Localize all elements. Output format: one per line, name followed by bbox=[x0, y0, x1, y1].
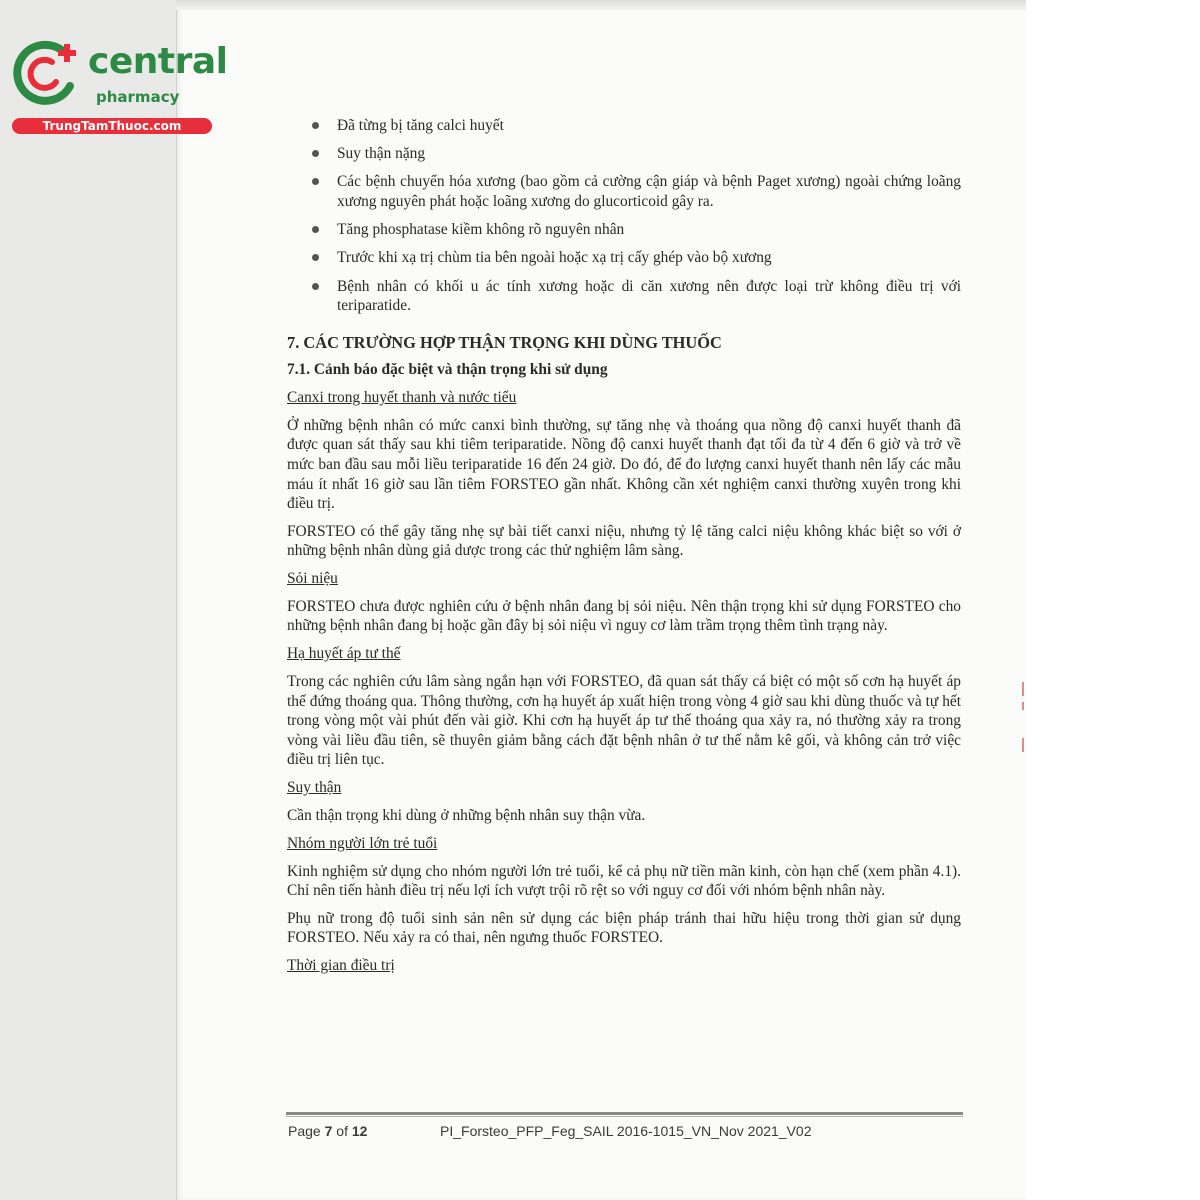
margin-mark bbox=[1022, 702, 1024, 710]
list-item: Các bệnh chuyển hóa xương (bao gồm cả cường cận giáp và bệnh Paget xương) ngoài chứng loãng xương nguyên phát hoặc loãng xương do glucorticoid gây ra. bbox=[287, 172, 961, 211]
list-item: Trước khi xạ trị chùm tia bên ngoài hoặc xạ trị cấy ghép vào bộ xương bbox=[287, 248, 961, 268]
footer-rule bbox=[286, 1112, 963, 1115]
calcium-paragraph-2: FORSTEO có thể gây tăng nhẹ sự bài tiết canxi niệu, nhưng tỷ lệ tăng calci niệu không khác biệt so với ở những bệnh nhân dùng giả dược trong các thử nghiệm lâm sàng. bbox=[287, 522, 961, 560]
urolithiasis-heading: Sỏi niệu bbox=[287, 569, 338, 587]
bullet-icon bbox=[312, 254, 319, 261]
bullet-icon bbox=[312, 178, 319, 185]
brand-name: central bbox=[88, 41, 228, 82]
footer-rule-thin bbox=[286, 1116, 963, 1117]
page-number: Page 7 of 12 bbox=[288, 1123, 368, 1139]
page-margin-right bbox=[1026, 0, 1200, 1200]
pharmacy-logo-icon bbox=[12, 38, 82, 108]
hypotension-paragraph: Trong các nghiên cứu lâm sàng ngắn hạn với FORSTEO, đã quan sát thấy cá biệt có một số cơn hạ huyết áp thế đứng thoáng qua. Thông thường, cơn hạ huyết áp xuất hiện trong vòng 4 giờ sau khi dùng thuốc và tự hết trong vòng một vài phút đến vài giờ. Khi cơn hạ huyết áp tư thế thoáng qua xảy ra, nó thường xảy ra trong vòng vài liều đầu tiên, sẽ thuyên giảm bằng cách đặt bệnh nhân ở tư thế nằm kê gối, và không cản trở việc điều trị liên tục. bbox=[287, 673, 961, 769]
bullet-icon bbox=[312, 122, 319, 129]
margin-mark bbox=[1022, 682, 1024, 696]
urolithiasis-paragraph: FORSTEO chưa được nghiên cứu ở bệnh nhân đang bị sỏi niệu. Nên thận trọng khi sử dụng FORSTEO cho những bệnh nhân đang bị hoặc gần đây bị sỏi niệu vì nguy cơ làm trầm trọng thêm tình trạng này. bbox=[287, 597, 961, 635]
brand-logo bbox=[8, 38, 228, 138]
list-item: Tăng phosphatase kiềm không rõ nguyên nhân bbox=[287, 220, 961, 240]
young-adults-heading: Nhóm người lớn trẻ tuổi bbox=[287, 834, 438, 852]
page-top-edge bbox=[176, 0, 1026, 10]
list-item: Suy thận nặng bbox=[287, 144, 961, 164]
subsection-title: 7.1. Cảnh báo đặc biệt và thận trọng khi sử dụng bbox=[287, 360, 608, 378]
bullet-icon bbox=[312, 283, 319, 290]
renal-heading: Suy thận bbox=[287, 779, 342, 797]
calcium-heading: Canxi trong huyết thanh và nước tiểu bbox=[287, 388, 517, 406]
margin-mark bbox=[1022, 738, 1024, 752]
bullet-icon bbox=[312, 226, 319, 233]
hypotension-heading: Hạ huyết áp tư thế bbox=[287, 645, 401, 663]
duration-heading: Thời gian điều trị bbox=[287, 957, 395, 974]
list-item: Bệnh nhân có khối u ác tính xương hoặc di căn xương nên được loại trừ không điều trị với teriparatide. bbox=[287, 277, 961, 316]
young-adults-paragraph-2: Phụ nữ trong độ tuổi sinh sản nên sử dụng các biện pháp tránh thai hữu hiệu trong thời gian sử dụng FORSTEO. Nếu xảy ra có thai, nên ngưng thuốc FORSTEO. bbox=[287, 909, 961, 947]
calcium-paragraph-1: Ở những bệnh nhân có mức canxi bình thường, sự tăng nhẹ và thoáng qua nồng độ canxi huyết thanh đã được quan sát thấy sau khi tiêm teriparatide. Nồng độ canxi huyết thanh đạt tối đa từ 4 đến 6 giờ và trở về mức ban đầu sau mỗi liều teriparatide 16 đến 24 giờ. Do đó, để đo lượng canxi huyết thanh nên lấy các mẫu máu ít nhất 16 giờ sau lần tiêm FORSTEO gần nhất. Không cần xét nghiệm canxi thường xuyên trong khi điều trị. bbox=[287, 416, 961, 513]
renal-paragraph: Cần thận trọng khi dùng ở những bệnh nhân suy thận vừa. bbox=[287, 807, 646, 825]
document-body bbox=[287, 116, 961, 984]
young-adults-paragraph-1: Kinh nghiệm sử dụng cho nhóm người lớn trẻ tuổi, kể cả phụ nữ tiền mãn kinh, còn hạn chế (xem phần 4.1). Chỉ nên tiến hành điều trị nếu lợi ích vượt trội rõ rệt so với nguy cơ đối với nhóm bệnh nhân này. bbox=[287, 862, 961, 900]
section-title: 7. CÁC TRƯỜNG HỢP THẬN TRỌNG KHI DÙNG THUỐC bbox=[287, 332, 722, 352]
list-item: Đã từng bị tăng calci huyết bbox=[287, 116, 961, 136]
bullet-icon bbox=[312, 150, 319, 157]
brand-subtitle: pharmacy bbox=[96, 88, 180, 106]
contraindication-list bbox=[287, 116, 961, 316]
document-id: PI_Forsteo_PFP_Feg_SAIL 2016-1015_VN_Nov 2021_V02 bbox=[440, 1123, 812, 1139]
brand-url: TrungTamThuoc.com bbox=[12, 118, 212, 134]
